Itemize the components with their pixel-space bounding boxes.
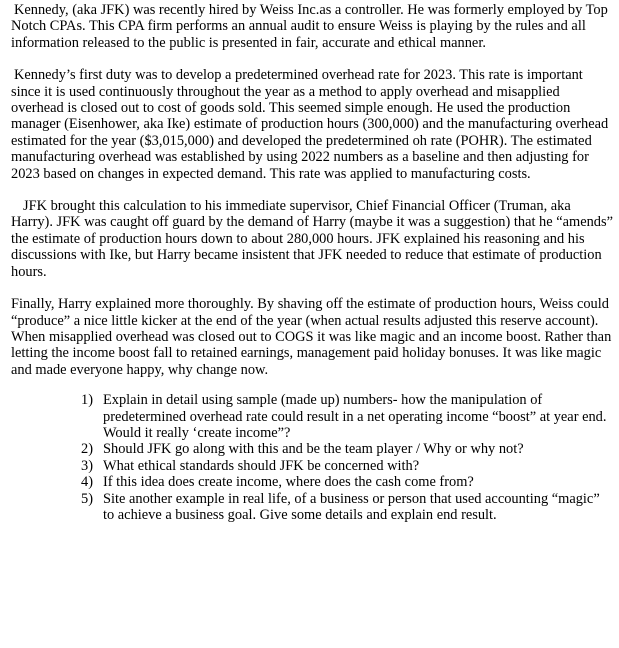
question-number: 4) — [81, 474, 93, 491]
question-item — [81, 458, 613, 474]
question-list — [11, 392, 613, 523]
question-text: Explain in detail using sample (made up) numbers- how the manipulation of predetermined overhead rate could result in a net operating income “boost” at year end. Would it really ‘create income”? — [103, 392, 607, 441]
paragraph-explanation: Finally, Harry explained more thoroughly. By shaving off the estimate of production hours, Weiss could “produce” a nice little kicker at the end of the year (when actual results adjusted this reserve account). When misapplied overhead was closed out to COGS it was like magic and an income boost. Rather than letting the income boost fall to retained earnings, management paid holiday bonuses. It was like magic and made everyone happy, why change now. — [11, 296, 612, 378]
question-number: 1) — [81, 392, 93, 409]
question-number: 5) — [81, 490, 93, 507]
paragraph-pohr: Kennedy’s first duty was to develop a predetermined overhead rate for 2023. This rate is important since it is used continuously throughout the year as a method to apply overhead and misapplied overhead is closed out to cost of goods sold. This seemed simple enough. He used the production manager (Eisenhower, aka Ike) estimate of production hours (300,000) and the manufacturing overhead estimated for the year ($3,015,000) and developed the predetermined oh rate (POHR). The estimated manufacturing overhead was established by using 2022 numbers as a baseline and then adjusting for 2023 based on changes in expected demand. This rate was applied to manufacturing costs. — [11, 67, 609, 182]
question-text: Should JFK go along with this and be the team player / Why or why not? — [103, 441, 524, 458]
question-item — [81, 491, 613, 524]
question-number: 2) — [81, 441, 93, 458]
question-text: Site another example in real life, of a business or person that used accounting “magic” to achieve a business goal. Give some details and explain end result. — [103, 490, 600, 523]
paragraph-supervisor: JFK brought this calculation to his immediate supervisor, Chief Financial Officer (Truman, aka Harry). JFK was caught off guard by the demand of Harry (maybe it was a suggestion) that he “amends” the estimate of production hours down to about 280,000 hours. JFK explained his reasoning and his discussions with Ike, but Harry became insistent that JFK needed to reduce that estimate of production hours. — [11, 198, 613, 280]
question-item — [81, 474, 613, 490]
question-text: If this idea does create income, where does the cash come from? — [103, 474, 474, 491]
question-item — [81, 392, 613, 441]
question-number: 3) — [81, 457, 93, 474]
paragraph-intro: Kennedy, (aka JFK) was recently hired by Weiss Inc.as a controller. He was formerly employed by Top Notch CPAs. This CPA firm performs an annual audit to ensure Weiss is playing by the rules and all information released to the public is presented in fair, accurate and ethical manner. — [11, 2, 608, 51]
question-text: What ethical standards should JFK be concerned with? — [103, 457, 420, 474]
question-item — [81, 441, 613, 457]
